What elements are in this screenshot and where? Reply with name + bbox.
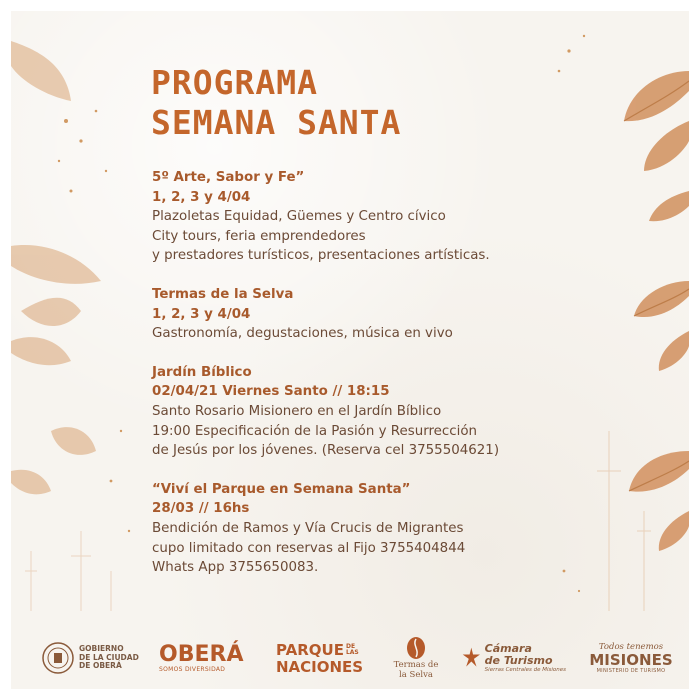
termas-line-2: la Selva (399, 670, 433, 680)
event-title: 5º Arte, Sabor y Fe” (152, 170, 305, 185)
camara-line-1: Cámara (484, 642, 532, 655)
event-detail: Whats App 3755650083. (152, 560, 319, 576)
event-date: 28/03 // 16hs (152, 501, 250, 517)
event-detail: Gastronomía, degustaciones, música en vivo (152, 326, 453, 342)
event-detail: de Jesús por los jóvenes. (Reserva cel 3755504621) (152, 443, 500, 459)
obera-tagline: SOMOS DIVERSIDAD (159, 665, 226, 673)
poster (11, 11, 689, 689)
misiones-wordmark: MISIONES (589, 650, 673, 669)
logo-misiones (581, 629, 681, 687)
event-detail: y prestadores turísticos, presentaciones artísticas. (152, 248, 490, 264)
event-detail: City tours, feria emprendedores (152, 228, 366, 244)
obera-wordmark: OBERÁ (159, 641, 244, 667)
municipal-seal-icon (41, 641, 75, 675)
parque-line-1: PARQUE (276, 641, 344, 659)
event-detail: cupo limitado con reservas al Fijo 3755404844 (152, 540, 466, 556)
event-date: 1, 2, 3 y 4/04 (152, 189, 251, 205)
logo-termas (386, 629, 446, 687)
gobierno-line-2: DE LA CIUDAD (79, 652, 139, 662)
logo-obera (159, 629, 259, 687)
logo-camara-turismo (461, 629, 566, 687)
page-title (151, 63, 401, 143)
title-line-1: PROGRAMA (151, 63, 318, 102)
event-termas (152, 285, 572, 344)
camara-line-2: de Turismo (484, 654, 553, 667)
title-line-2: SEMANA SANTA (151, 103, 402, 142)
event-list (152, 168, 572, 597)
parque-small: DE LAS (345, 643, 359, 656)
event-title: “Viví el Parque en Semana Santa” (152, 481, 411, 497)
event-detail: 19:00 Especificación de la Pasión y Resurrección (152, 423, 478, 439)
event-detail: Santo Rosario Misionero en el Jardín Bíblico (152, 403, 442, 419)
sponsor-logos (41, 629, 673, 689)
logo-parque-naciones (276, 629, 371, 687)
gobierno-line-3: DE OBERÁ (79, 661, 122, 671)
camara-line-3: Sierras Centrales de Misiones (484, 667, 566, 673)
leaf-star-icon (461, 644, 482, 672)
misiones-sub: MINISTERIO DE TURISMO (596, 667, 666, 674)
event-vivi-el-parque (152, 480, 572, 578)
termas-drop-icon (405, 636, 427, 660)
event-title: Jardín Bíblico (152, 364, 252, 380)
event-detail: Plazoletas Equidad, Güemes y Centro cívico (152, 209, 446, 225)
misiones-script: Todos tenemos (598, 641, 664, 652)
event-title: Termas de la Selva (152, 286, 294, 302)
termas-line-1: Termas de (393, 660, 439, 670)
event-arte-sabor-fe (152, 168, 572, 266)
event-detail: Bendición de Ramos y Vía Crucis de Migrantes (152, 520, 464, 536)
left-leaves-decoration (11, 11, 141, 611)
event-date: 02/04/21 Viernes Santo // 18:15 (152, 384, 390, 400)
event-date: 1, 2, 3 y 4/04 (152, 306, 251, 322)
parque-line-2: NACIONES (276, 658, 364, 676)
event-jardin-biblico (152, 363, 572, 461)
gobierno-line-1: GOBIERNO (79, 644, 124, 654)
logo-gobierno-obera (41, 629, 141, 687)
